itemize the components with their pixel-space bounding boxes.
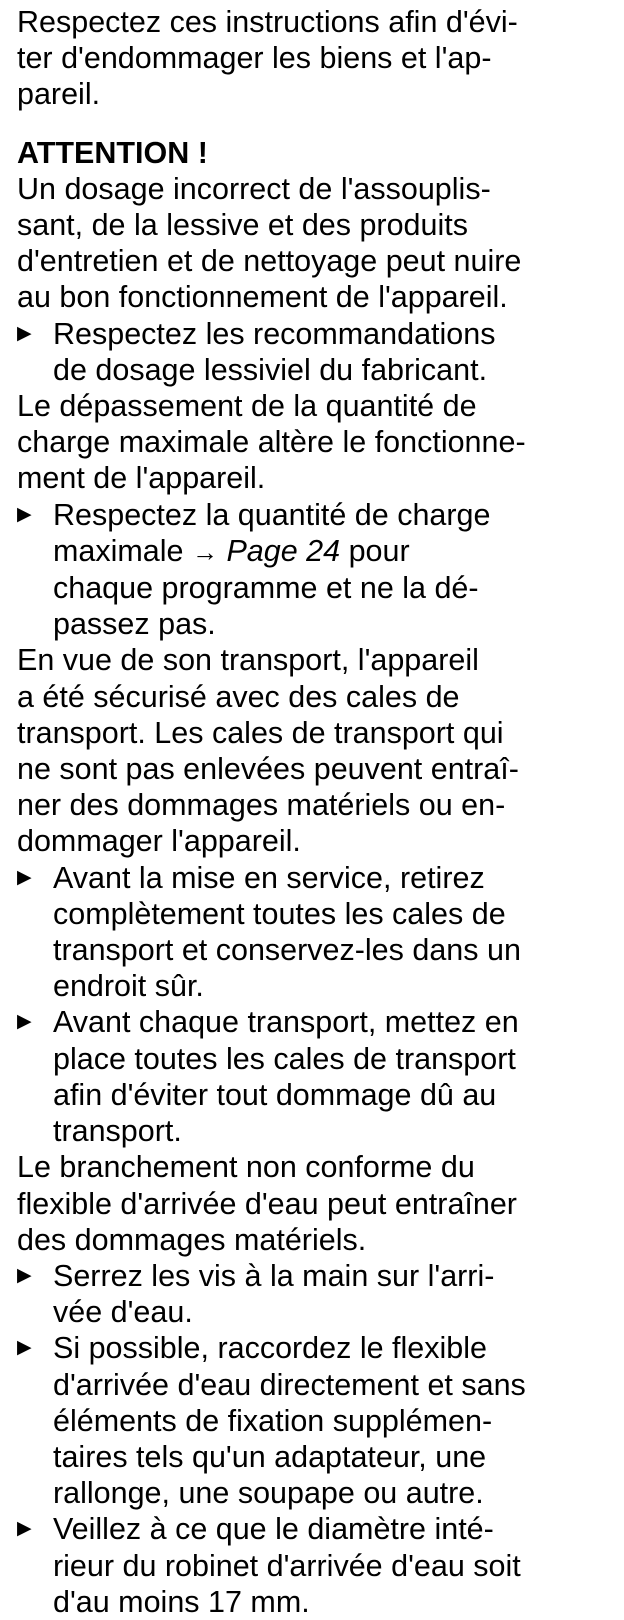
text-line: taires tels qu'un adaptateur, une xyxy=(53,1439,487,1474)
text-line: Veillez à ce que le diamètre inté- xyxy=(53,1512,494,1547)
text-line: ner des dommages matériels ou en- xyxy=(17,788,506,823)
notice-block-water-inlet xyxy=(17,1149,617,1620)
text-line: d'arrivée d'eau directement et sans xyxy=(53,1367,526,1402)
text-line: dommager l'appareil. xyxy=(17,824,301,859)
text-line: ne sont pas enlevées peuvent entraî- xyxy=(17,752,519,787)
intro-paragraph xyxy=(17,4,617,113)
text-line: rieur du robinet d'arrivée d'eau soit xyxy=(53,1548,521,1583)
text-line: vée d'eau. xyxy=(53,1295,193,1330)
list-item xyxy=(17,316,617,388)
list-item xyxy=(17,1004,617,1149)
text-line: chaque programme et ne la dé- xyxy=(53,571,479,606)
attention-heading: ATTENTION ! xyxy=(17,135,208,170)
list-item xyxy=(17,497,617,643)
page-reference-link[interactable]: Page 24 xyxy=(226,533,341,568)
text-line: Respectez la quantité de charge xyxy=(53,497,491,532)
list-item xyxy=(17,1330,617,1511)
triangle-bullet-icon: ▶ xyxy=(17,866,32,888)
arrow-right-icon: → xyxy=(191,536,218,567)
triangle-bullet-icon: ▶ xyxy=(17,1011,32,1033)
text-line: flexible d'arrivée d'eau peut entraîner xyxy=(17,1186,517,1221)
text-line: En vue de son transport, l'appareil xyxy=(17,643,479,678)
list-item xyxy=(17,1258,617,1330)
text-line: complètement toutes les cales de xyxy=(53,896,506,931)
text-line: éléments de fixation supplémen- xyxy=(53,1403,493,1438)
text-line: Avant chaque transport, mettez en xyxy=(53,1005,519,1040)
text-fragment: pour xyxy=(340,533,410,568)
triangle-bullet-icon: ▶ xyxy=(17,1264,32,1286)
text-line: sant, de la lessive et des produits xyxy=(17,208,468,243)
paragraph-gap xyxy=(17,113,617,135)
list-item xyxy=(17,860,617,1005)
text-line: Respectez les recommandations xyxy=(53,316,496,351)
text-line: au bon fonctionnement de l'appareil. xyxy=(17,280,508,315)
text-line xyxy=(53,533,617,570)
text-line: transport et conservez-les dans un xyxy=(53,933,521,968)
triangle-bullet-icon: ▶ xyxy=(17,1337,32,1359)
text-line: transport. Les cales de transport qui xyxy=(17,715,504,750)
text-line: afin d'éviter tout dommage dû au xyxy=(53,1077,497,1112)
triangle-bullet-icon: ▶ xyxy=(17,503,32,525)
document-page xyxy=(17,4,617,1620)
triangle-bullet-icon: ▶ xyxy=(17,1518,32,1540)
text-line: Respectez ces instructions afin d'évi- xyxy=(17,5,518,39)
notice-block-dosage xyxy=(17,171,617,388)
text-line: de dosage lessiviel du fabricant. xyxy=(53,352,488,387)
text-line: d'entretien et de nettoyage peut nuire xyxy=(17,244,522,279)
text-line: a été sécurisé avec des cales de xyxy=(17,679,460,714)
list-item xyxy=(17,1511,617,1620)
text-line: endroit sûr. xyxy=(53,969,204,1004)
text-line: Le branchement non conforme du xyxy=(17,1150,475,1185)
text-line: ter d'endommager les biens et l'ap- xyxy=(17,41,492,76)
text-line: ment de l'appareil. xyxy=(17,461,266,496)
text-line: passez pas. xyxy=(53,607,216,642)
text-line: Un dosage incorrect de l'assouplis- xyxy=(17,171,491,206)
text-fragment: maximale xyxy=(53,533,192,568)
text-line: des dommages matériels. xyxy=(17,1222,367,1257)
text-line: Si possible, raccordez le flexible xyxy=(53,1331,487,1366)
text-line: place toutes les cales de transport xyxy=(53,1041,516,1076)
notice-block-max-load xyxy=(17,388,617,642)
triangle-bullet-icon: ▶ xyxy=(17,322,32,344)
text-line: pareil. xyxy=(17,77,101,112)
text-line: d'au moins 17 mm. xyxy=(53,1584,310,1619)
text-line: Serrez les vis à la main sur l'arri- xyxy=(53,1258,495,1293)
text-line: transport. xyxy=(53,1114,182,1149)
text-line: charge maximale altère le fonctionne- xyxy=(17,425,526,460)
text-line: Le dépassement de la quantité de xyxy=(17,389,477,424)
text-line: rallonge, une soupape ou autre. xyxy=(53,1476,484,1511)
text-line: Avant la mise en service, retirez xyxy=(53,860,485,895)
notice-block-transport xyxy=(17,642,617,1149)
